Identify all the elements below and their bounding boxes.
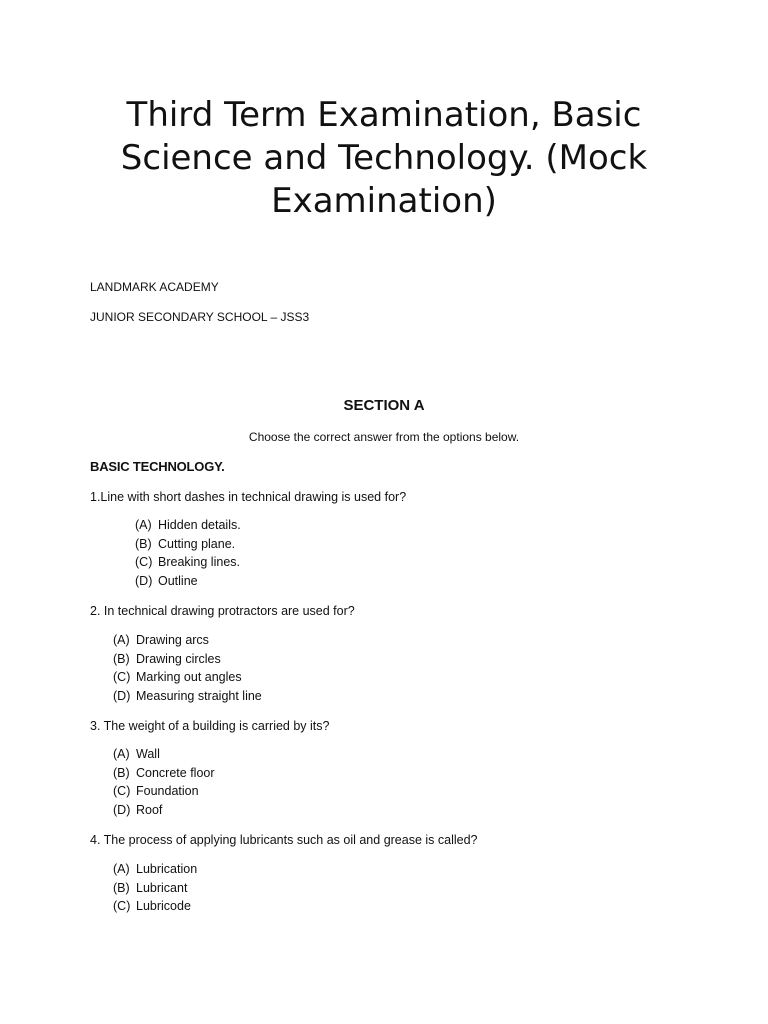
school-name: LANDMARK ACADEMY: [90, 280, 219, 294]
option-letter: (B): [113, 651, 130, 666]
option-text: Marking out angles: [136, 670, 242, 685]
answer-option: [113, 764, 215, 783]
option-text: Wall: [136, 747, 160, 761]
answer-option: [113, 897, 197, 916]
subject-heading: BASIC TECHNOLOGY.: [90, 459, 225, 474]
option-letter: (A): [113, 747, 130, 761]
answer-option: [113, 650, 262, 669]
option-letter: (C): [113, 670, 131, 685]
section-heading: SECTION A: [343, 397, 425, 414]
answer-option: [113, 879, 197, 898]
option-text: Breaking lines.: [158, 555, 240, 570]
answer-option: [135, 516, 241, 535]
answer-option: [113, 687, 262, 706]
answer-option: [113, 782, 215, 801]
question-text: 1.Line with short dashes in technical drawing is used for?: [90, 490, 407, 504]
option-text: Cutting plane.: [158, 536, 236, 551]
option-letter: (B): [135, 536, 152, 551]
instructions-text: Choose the correct answer from the options below.: [248, 430, 520, 444]
option-text: Lubricant: [136, 880, 188, 895]
answer-options-list: [135, 516, 241, 591]
option-text: Outline: [158, 574, 198, 589]
answer-option: [135, 535, 241, 554]
answer-options-list: [113, 631, 262, 706]
class-level: JUNIOR SECONDARY SCHOOL – JSS3: [90, 310, 310, 324]
option-letter: (C): [113, 784, 131, 799]
option-letter: (B): [113, 765, 130, 780]
option-text: Foundation: [136, 784, 199, 799]
option-letter: (C): [135, 555, 153, 570]
option-letter: (D): [113, 689, 131, 704]
option-text: Lubricode: [136, 899, 191, 914]
option-text: Hidden details.: [158, 518, 241, 532]
option-letter: (B): [113, 880, 130, 895]
document-title: Third Term Examination, Basic Science and Technology. (Mock Examination): [120, 95, 648, 221]
option-text: Lubrication: [136, 862, 198, 876]
option-text: Roof: [136, 803, 163, 818]
option-text: Drawing arcs: [136, 633, 209, 647]
option-letter: (A): [113, 633, 130, 647]
option-letter: (D): [135, 574, 153, 589]
option-text: Concrete floor: [136, 765, 215, 780]
answer-option: [113, 860, 197, 879]
answer-option: [113, 801, 215, 820]
answer-options-list: [113, 745, 215, 820]
answer-option: [113, 745, 215, 764]
option-letter: (C): [113, 899, 131, 914]
answer-options-list: [113, 860, 197, 916]
option-text: Drawing circles: [136, 651, 221, 666]
option-letter: (A): [135, 518, 152, 532]
answer-option: [113, 668, 262, 687]
answer-option: [135, 572, 241, 591]
question-text: 3. The weight of a building is carried by its?: [90, 719, 330, 733]
option-letter: (D): [113, 803, 131, 818]
question-text: 2. In technical drawing protractors are used for?: [90, 604, 355, 618]
answer-option: [113, 631, 262, 650]
option-letter: (A): [113, 862, 130, 876]
option-text: Measuring straight line: [136, 689, 262, 704]
answer-option: [135, 553, 241, 572]
question-text: 4. The process of applying lubricants such as oil and grease is called?: [90, 833, 478, 847]
